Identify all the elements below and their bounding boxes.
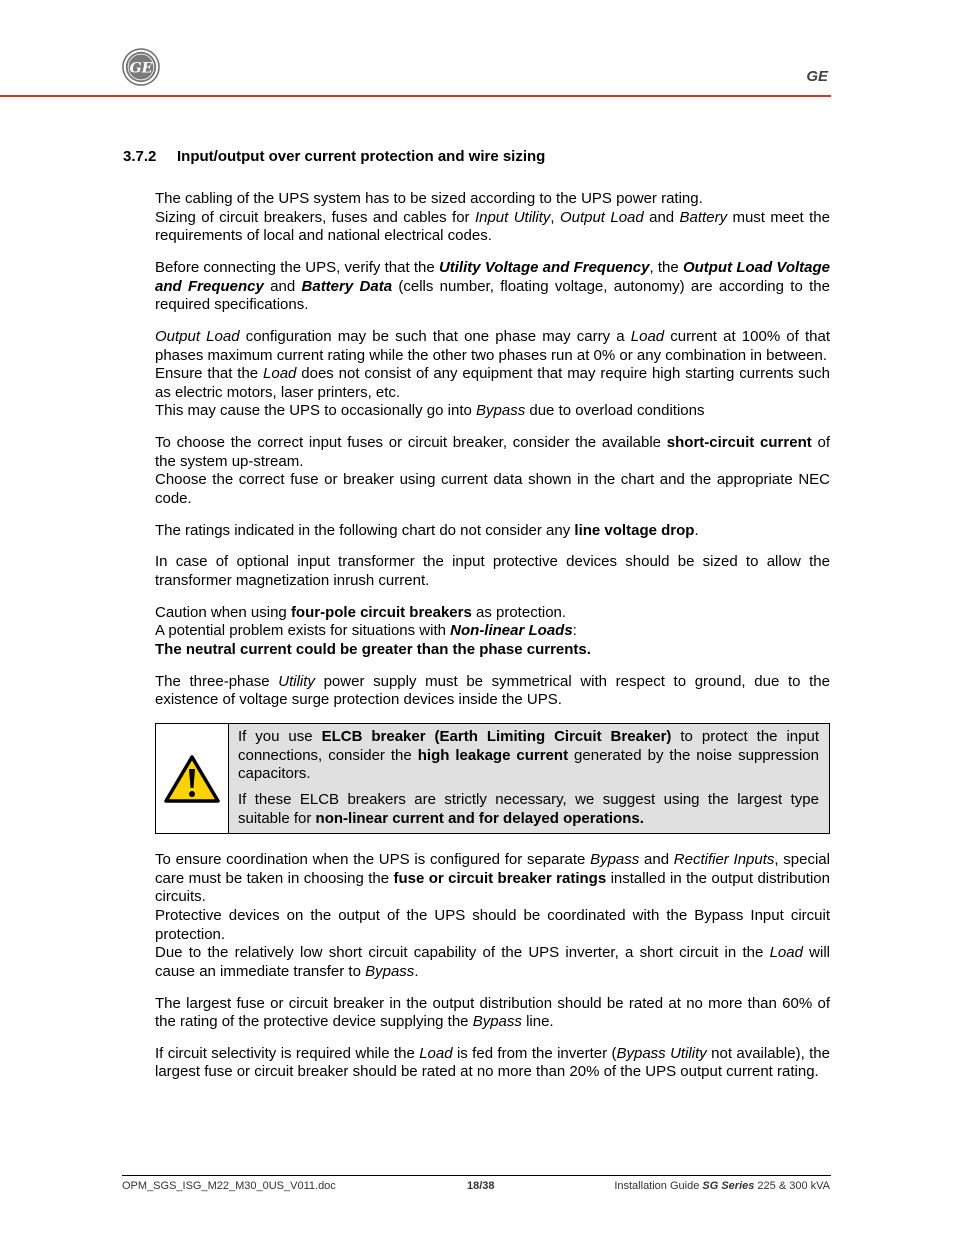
paragraph-output-load: Output Load configuration may be such that one phase may carry a Load current at 100% of that phases maximum current rating while the other two phases run at 0% or any combination in between. Ensure that the Load does not consist of any equipment that may require high starting currents such as electric motors, laser printers, etc. This may cause the UPS to occasionally go into Bypass due to overload conditions — [155, 327, 830, 420]
ge-logo — [122, 48, 160, 86]
header-brand: GE — [806, 68, 828, 85]
footer-page-number: 18/38 — [467, 1180, 495, 1192]
paragraph-verify: Before connecting the UPS, verify that the Utility Voltage and Frequency, the Output Load Voltage and Frequency and Battery Data (cells number, floating voltage, autonomy) are according to the required specifications. — [155, 258, 830, 314]
warning-text: If you use ELCB breaker (Earth Limiting Circuit Breaker) to protect the input connections, consider the high leakage current generated by the noise suppression capacitors. If these ELCB breakers are strictly necessary, we suggest using the largest type suitable for non-linear current and for delayed operations. — [229, 724, 829, 833]
paragraph-symmetry: The three-phase Utility power supply must be symmetrical with respect to ground, due to the existence of voltage surge protection devices inside the UPS. — [155, 672, 830, 709]
paragraph-coordination: To ensure coordination when the UPS is configured for separate Bypass and Rectifier Inputs, special care must be taken in choosing the fuse or circuit breaker ratings installed in the output distribution circuits. Protective devices on the output of the UPS should be coordinated with the Bypass Input circuit protection. Due to the relatively low short circuit capability of the UPS inverter, a short circuit in the Load will cause an immediate transfer to Bypass. — [155, 851, 831, 980]
header-divider — [0, 95, 831, 97]
footer-divider — [122, 1175, 831, 1176]
paragraph-transformer: In case of optional input transformer the input protective devices should be sized to allow the transformer magnetization inrush current. — [155, 553, 830, 590]
paragraph-input-fuses: To choose the correct input fuses or circuit breaker, consider the available short-circuit current of the system up-stream. Choose the correct fuse or breaker using current data shown in the chart and the appropriate NEC code. — [155, 434, 830, 507]
warning-icon-cell — [156, 724, 229, 833]
warning-triangle-icon — [163, 754, 221, 804]
document-body — [155, 190, 830, 1095]
footer-doc-id: OPM_SGS_ISG_M22_M30_0US_V011.doc — [122, 1180, 336, 1192]
paragraph-selectivity: If circuit selectivity is required while the Load is fed from the inverter (Bypass Utility not available), the largest fuse or circuit breaker should be rated at no more than 20% of the UPS output current rating. — [155, 1044, 830, 1081]
section-number: 3.7.2 — [123, 148, 157, 165]
section-heading — [123, 148, 545, 165]
section-title: Input/output over current protection and wire sizing — [177, 148, 546, 165]
svg-text:GE: GE — [129, 60, 153, 77]
warning-box — [155, 723, 830, 834]
paragraph-cabling: The cabling of the UPS system has to be sized according to the UPS power rating. Sizing of circuit breakers, fuses and cables for Input Utility, Output Load and Battery must meet the requirements of local and national electrical codes. — [155, 190, 830, 245]
paragraph-four-pole: Caution when using four-pole circuit breakers as protection. A potential problem exists for situations with Non-linear Loads: The neutral current could be greater than the phase currents. — [155, 603, 591, 658]
paragraph-ratings: The ratings indicated in the following chart do not consider any line voltage drop. — [155, 521, 699, 539]
footer-guide-title: Installation Guide SG Series 225 & 300 kVA — [614, 1180, 830, 1192]
paragraph-largest-fuse: The largest fuse or circuit breaker in the output distribution should be rated at no more than 60% of the rating of the protective device supplying the Bypass line. — [155, 994, 830, 1031]
